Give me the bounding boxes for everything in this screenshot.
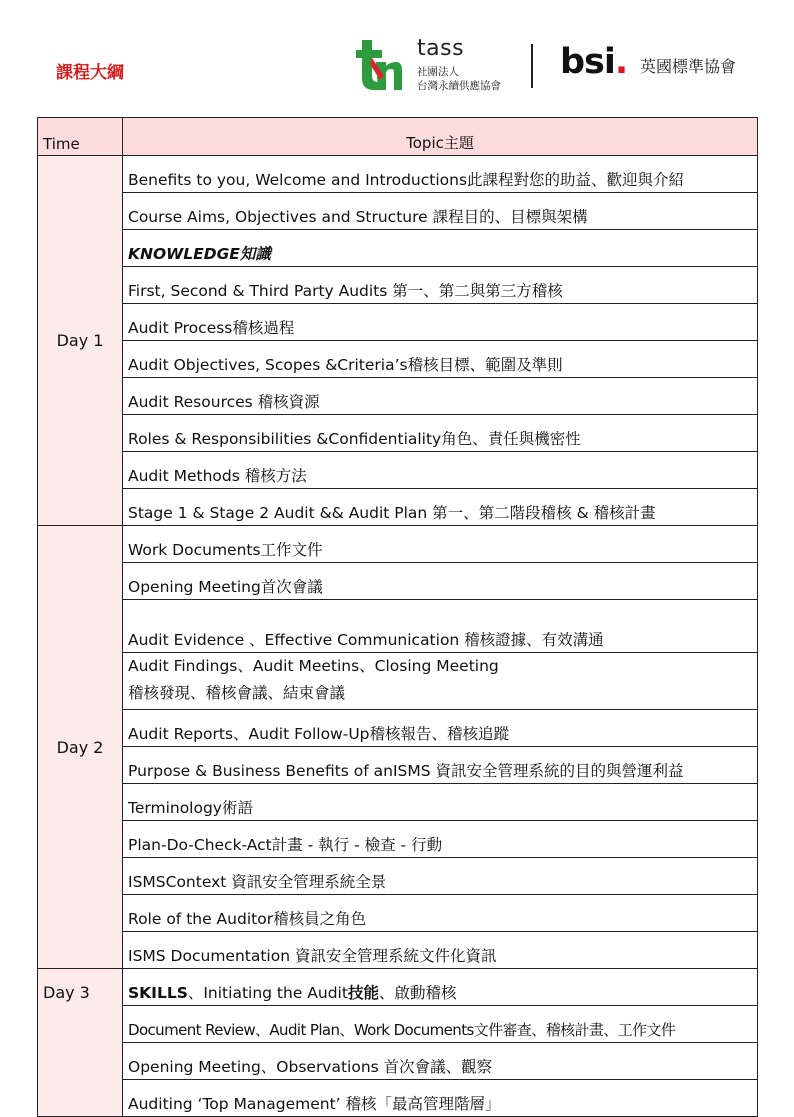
table-row xyxy=(38,156,758,193)
topic-cell: First, Second & Third Party Audits 第一、第二與第三方稽核 xyxy=(123,267,758,304)
topic-cell: Roles & Responsibilities &Confidentiality角色、責任與機密性 xyxy=(123,415,758,452)
topic-cell: ISMSContext 資訊安全管理系統全景 xyxy=(123,858,758,895)
bsi-logo xyxy=(560,40,627,84)
table-row xyxy=(38,193,758,230)
skills-zh-text: 、啟動稽核 xyxy=(378,984,457,1002)
table-row xyxy=(38,378,758,415)
table-row xyxy=(38,895,758,932)
table-row xyxy=(38,415,758,452)
bsi-org-name: 英國標準協會 xyxy=(640,57,737,76)
topic-cell: Work Documents工作文件 xyxy=(123,526,758,563)
topic-cell: Role of the Auditor稽核員之角色 xyxy=(123,895,758,932)
table-row xyxy=(38,341,758,378)
topic-cell: Plan-Do-Check-Act計畫 - 執行 - 檢查 - 行動 xyxy=(123,821,758,858)
header-time: Time xyxy=(38,118,123,156)
topic-cell: Stage 1 & Stage 2 Audit && Audit Plan 第一、第二階段稽核 & 稽核計畫 xyxy=(123,489,758,526)
topic-cell: Audit Methods 稽核方法 xyxy=(123,452,758,489)
table-row xyxy=(38,526,758,563)
table-row xyxy=(38,452,758,489)
topic-line-zh: 稽核發現、稽核會議、結束會議 xyxy=(128,684,346,702)
day-2-cell: Day 2 xyxy=(38,526,123,969)
topic-cell: Audit Resources 稽核資源 xyxy=(123,378,758,415)
table-row xyxy=(38,230,758,267)
table-row xyxy=(38,1006,758,1043)
tass-name: tass xyxy=(417,36,465,61)
table-row xyxy=(38,1043,758,1080)
table-row xyxy=(38,969,758,1006)
table-row xyxy=(38,710,758,747)
header-topic: Topic主題 xyxy=(123,118,758,156)
table-row xyxy=(38,653,758,710)
topic-cell xyxy=(123,653,758,710)
tass-logo-mark-icon xyxy=(354,36,404,92)
skills-zh-label: 技能 xyxy=(347,984,379,1002)
page-title: 課程大綱 xyxy=(56,63,124,83)
table-row xyxy=(38,563,758,600)
topic-cell: Opening Meeting、Observations 首次會議、觀察 xyxy=(123,1043,758,1080)
skills-en-text: 、Initiating the Audit xyxy=(187,984,348,1002)
bsi-name: bsi xyxy=(560,42,615,82)
topic-cell: Terminology術語 xyxy=(123,784,758,821)
syllabus-table xyxy=(37,117,758,1117)
topic-cell: Auditing ‘Top Management’ 稽核「最高管理階層」 xyxy=(123,1080,758,1117)
skills-label: SKILLS xyxy=(128,984,188,1002)
table-row xyxy=(38,932,758,969)
topic-cell: Audit Objectives, Scopes &Criteria’s稽核目標、範圍及準則 xyxy=(123,341,758,378)
tass-subtitle-1: 社團法人 xyxy=(417,66,459,78)
topic-cell: Audit Process稽核過程 xyxy=(123,304,758,341)
topic-cell: ISMS Documentation 資訊安全管理系統文件化資訊 xyxy=(123,932,758,969)
topic-cell: Benefits to you, Welcome and Introductions此課程對您的助益、歡迎與介紹 xyxy=(123,156,758,193)
table-header-row xyxy=(38,118,758,156)
table-row xyxy=(38,304,758,341)
table-row xyxy=(38,821,758,858)
tass-subtitle-2: 台灣永續供應協會 xyxy=(417,80,501,92)
tass-logo xyxy=(354,36,519,92)
table-row xyxy=(38,858,758,895)
bsi-dot: . xyxy=(614,42,628,82)
day-1-cell: Day 1 xyxy=(38,156,123,526)
topic-cell: Purpose & Business Benefits of anISMS 資訊安全管理系統的目的與營運利益 xyxy=(123,747,758,784)
logo-divider xyxy=(531,44,533,88)
table-row xyxy=(38,784,758,821)
topic-cell: Audit Reports、Audit Follow-Up稽核報告、稽核追蹤 xyxy=(123,710,758,747)
topic-cell: Course Aims, Objectives and Structure 課程目的、目標與架構 xyxy=(123,193,758,230)
topic-cell: Opening Meeting首次會議 xyxy=(123,563,758,600)
table-row xyxy=(38,267,758,304)
table-row xyxy=(38,747,758,784)
table-row xyxy=(38,600,758,653)
topic-cell: Audit Evidence 、Effective Communication 稽核證據、有效溝通 xyxy=(123,600,758,653)
topic-cell-knowledge: KNOWLEDGE知識 xyxy=(123,230,758,267)
topic-cell xyxy=(123,969,758,1006)
table-row xyxy=(38,489,758,526)
topic-line-en: Audit Findings、Audit Meetins、Closing Meeting xyxy=(128,657,499,675)
table-row xyxy=(38,1080,758,1117)
day-3-cell: Day 3 xyxy=(38,969,123,1117)
topic-cell: Document Review、Audit Plan、Work Documents文件審查、稽核計畫、工作文件 xyxy=(123,1006,758,1043)
